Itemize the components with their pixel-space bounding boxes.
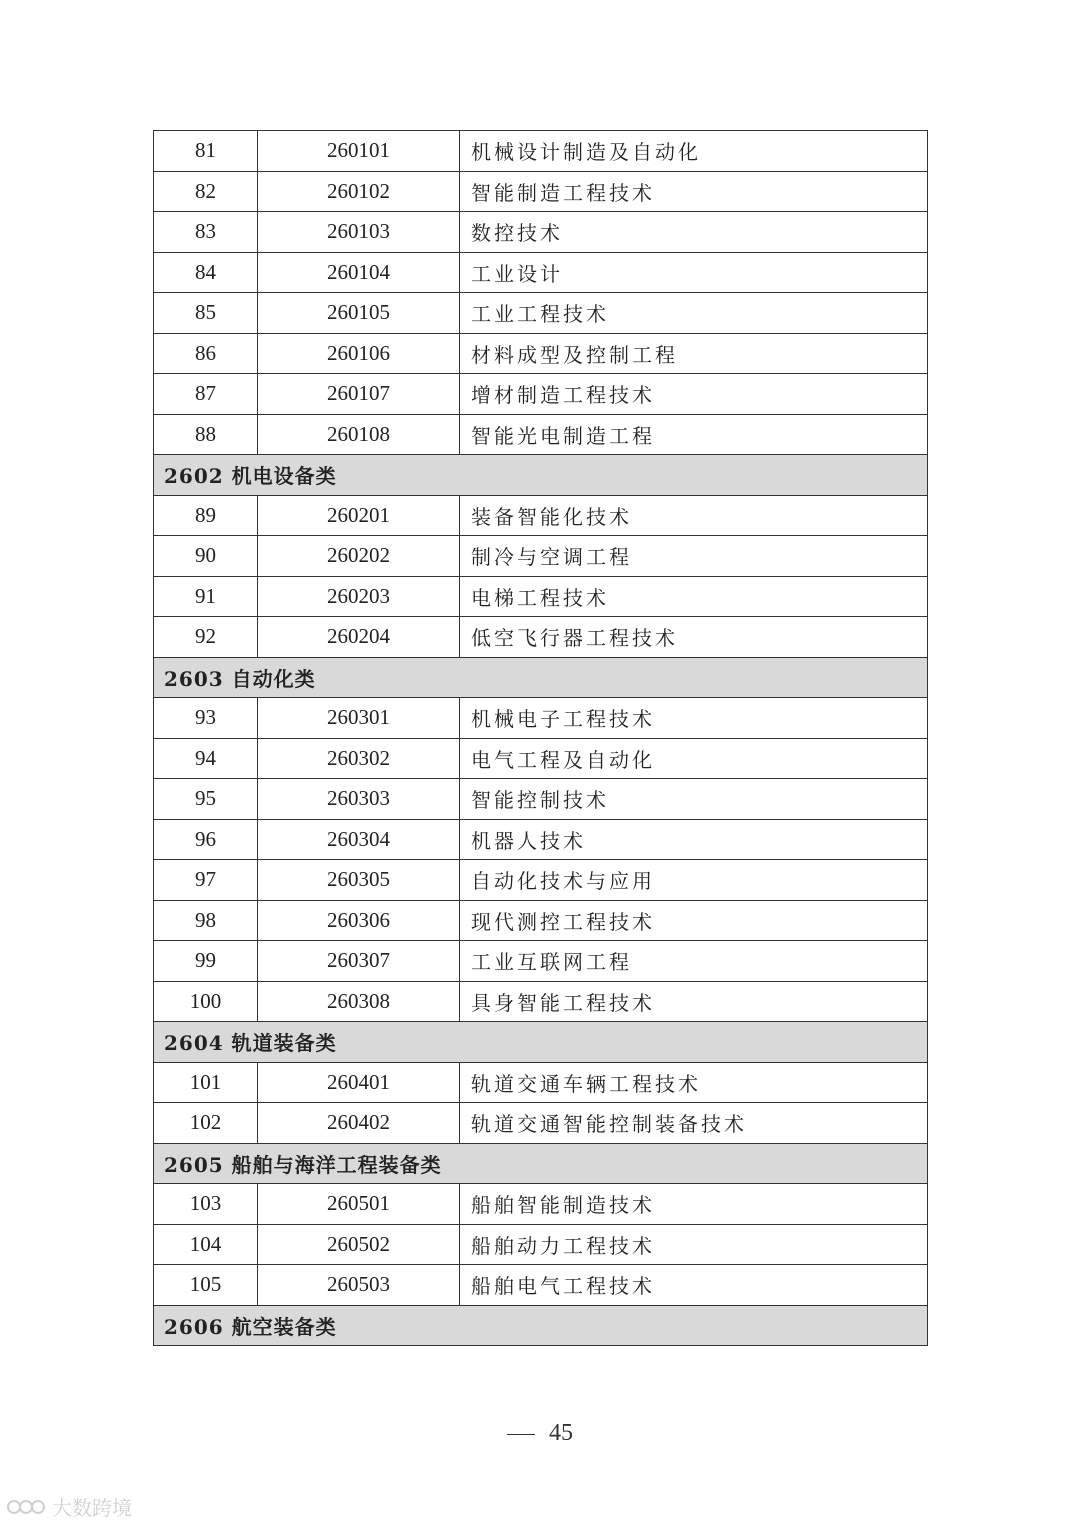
major-code: 260203 <box>258 576 460 617</box>
row-index: 90 <box>154 536 258 577</box>
table-row <box>154 293 928 334</box>
row-index: 93 <box>154 698 258 739</box>
table-row <box>154 981 928 1022</box>
row-index: 89 <box>154 495 258 536</box>
row-index: 91 <box>154 576 258 617</box>
major-code: 260302 <box>258 738 460 779</box>
table-row <box>154 1184 928 1225</box>
major-code: 260305 <box>258 860 460 901</box>
major-code: 260107 <box>258 374 460 415</box>
category-label: 2605 船舶与海洋工程装备类 <box>154 1143 928 1184</box>
watermark-text: 大数跨境 <box>52 1496 132 1520</box>
major-code: 260308 <box>258 981 460 1022</box>
table-row <box>154 779 928 820</box>
table-row <box>154 131 928 172</box>
major-code: 260102 <box>258 171 460 212</box>
major-code: 260503 <box>258 1265 460 1306</box>
major-code: 260201 <box>258 495 460 536</box>
major-name: 现代测控工程技术 <box>460 900 928 941</box>
table-row <box>154 374 928 415</box>
table-row <box>154 576 928 617</box>
category-row <box>154 1143 928 1184</box>
row-index: 103 <box>154 1184 258 1225</box>
major-code: 260303 <box>258 779 460 820</box>
major-name: 机械设计制造及自动化 <box>460 131 928 172</box>
table-row <box>154 941 928 982</box>
major-code: 260103 <box>258 212 460 253</box>
major-name: 机械电子工程技术 <box>460 698 928 739</box>
major-code: 260104 <box>258 252 460 293</box>
major-code: 260502 <box>258 1224 460 1265</box>
major-name: 数控技术 <box>460 212 928 253</box>
major-code: 260204 <box>258 617 460 658</box>
row-index: 105 <box>154 1265 258 1306</box>
table-row <box>154 333 928 374</box>
category-row <box>154 657 928 698</box>
table-row <box>154 252 928 293</box>
row-index: 101 <box>154 1062 258 1103</box>
row-index: 92 <box>154 617 258 658</box>
major-catalog-table <box>153 130 928 1346</box>
row-index: 104 <box>154 1224 258 1265</box>
table-row <box>154 617 928 658</box>
category-label: 2604 轨道装备类 <box>154 1022 928 1063</box>
table-row <box>154 1265 928 1306</box>
major-name: 轨道交通智能控制装备技术 <box>460 1103 928 1144</box>
row-index: 87 <box>154 374 258 415</box>
row-index: 96 <box>154 819 258 860</box>
row-index: 86 <box>154 333 258 374</box>
major-code: 260402 <box>258 1103 460 1144</box>
major-code: 260501 <box>258 1184 460 1225</box>
table-row <box>154 738 928 779</box>
major-name: 智能制造工程技术 <box>460 171 928 212</box>
table-body <box>154 131 928 1346</box>
table-row <box>154 414 928 455</box>
major-name: 具身智能工程技术 <box>460 981 928 1022</box>
table-row <box>154 1103 928 1144</box>
major-name: 工业设计 <box>460 252 928 293</box>
major-name: 增材制造工程技术 <box>460 374 928 415</box>
major-name: 船舶电气工程技术 <box>460 1265 928 1306</box>
major-name: 低空飞行器工程技术 <box>460 617 928 658</box>
major-name: 自动化技术与应用 <box>460 860 928 901</box>
row-index: 82 <box>154 171 258 212</box>
major-name: 轨道交通车辆工程技术 <box>460 1062 928 1103</box>
major-code: 260101 <box>258 131 460 172</box>
major-name: 电气工程及自动化 <box>460 738 928 779</box>
category-row <box>154 455 928 496</box>
major-name: 智能控制技术 <box>460 779 928 820</box>
table-row <box>154 495 928 536</box>
major-name: 材料成型及控制工程 <box>460 333 928 374</box>
major-code: 260304 <box>258 819 460 860</box>
row-index: 84 <box>154 252 258 293</box>
category-label: 2603 自动化类 <box>154 657 928 698</box>
major-name: 智能光电制造工程 <box>460 414 928 455</box>
page-number-value: 45 <box>549 1420 573 1446</box>
table-row <box>154 819 928 860</box>
page-number-dash <box>507 1434 535 1435</box>
row-index: 100 <box>154 981 258 1022</box>
major-code: 260306 <box>258 900 460 941</box>
major-name: 电梯工程技术 <box>460 576 928 617</box>
table-row <box>154 1224 928 1265</box>
major-code: 260307 <box>258 941 460 982</box>
major-name: 制冷与空调工程 <box>460 536 928 577</box>
category-label: 2606 航空装备类 <box>154 1305 928 1346</box>
major-name: 装备智能化技术 <box>460 495 928 536</box>
category-row <box>154 1022 928 1063</box>
major-code: 260106 <box>258 333 460 374</box>
major-name: 船舶动力工程技术 <box>460 1224 928 1265</box>
row-index: 81 <box>154 131 258 172</box>
major-name: 工业工程技术 <box>460 293 928 334</box>
table-row <box>154 860 928 901</box>
row-index: 99 <box>154 941 258 982</box>
category-row <box>154 1305 928 1346</box>
row-index: 97 <box>154 860 258 901</box>
major-name: 工业互联网工程 <box>460 941 928 982</box>
page-number <box>0 1420 1080 1447</box>
table-row <box>154 171 928 212</box>
major-code: 260301 <box>258 698 460 739</box>
table-row <box>154 212 928 253</box>
row-index: 98 <box>154 900 258 941</box>
major-name: 机器人技术 <box>460 819 928 860</box>
row-index: 94 <box>154 738 258 779</box>
watermark-logo-icon <box>6 1496 48 1518</box>
table-row <box>154 900 928 941</box>
major-code: 260105 <box>258 293 460 334</box>
row-index: 85 <box>154 293 258 334</box>
table-row <box>154 698 928 739</box>
row-index: 83 <box>154 212 258 253</box>
watermark <box>6 1492 132 1521</box>
major-name: 船舶智能制造技术 <box>460 1184 928 1225</box>
category-label: 2602 机电设备类 <box>154 455 928 496</box>
row-index: 88 <box>154 414 258 455</box>
table-row <box>154 536 928 577</box>
major-code: 260401 <box>258 1062 460 1103</box>
row-index: 95 <box>154 779 258 820</box>
major-code: 260202 <box>258 536 460 577</box>
table-row <box>154 1062 928 1103</box>
major-code: 260108 <box>258 414 460 455</box>
row-index: 102 <box>154 1103 258 1144</box>
